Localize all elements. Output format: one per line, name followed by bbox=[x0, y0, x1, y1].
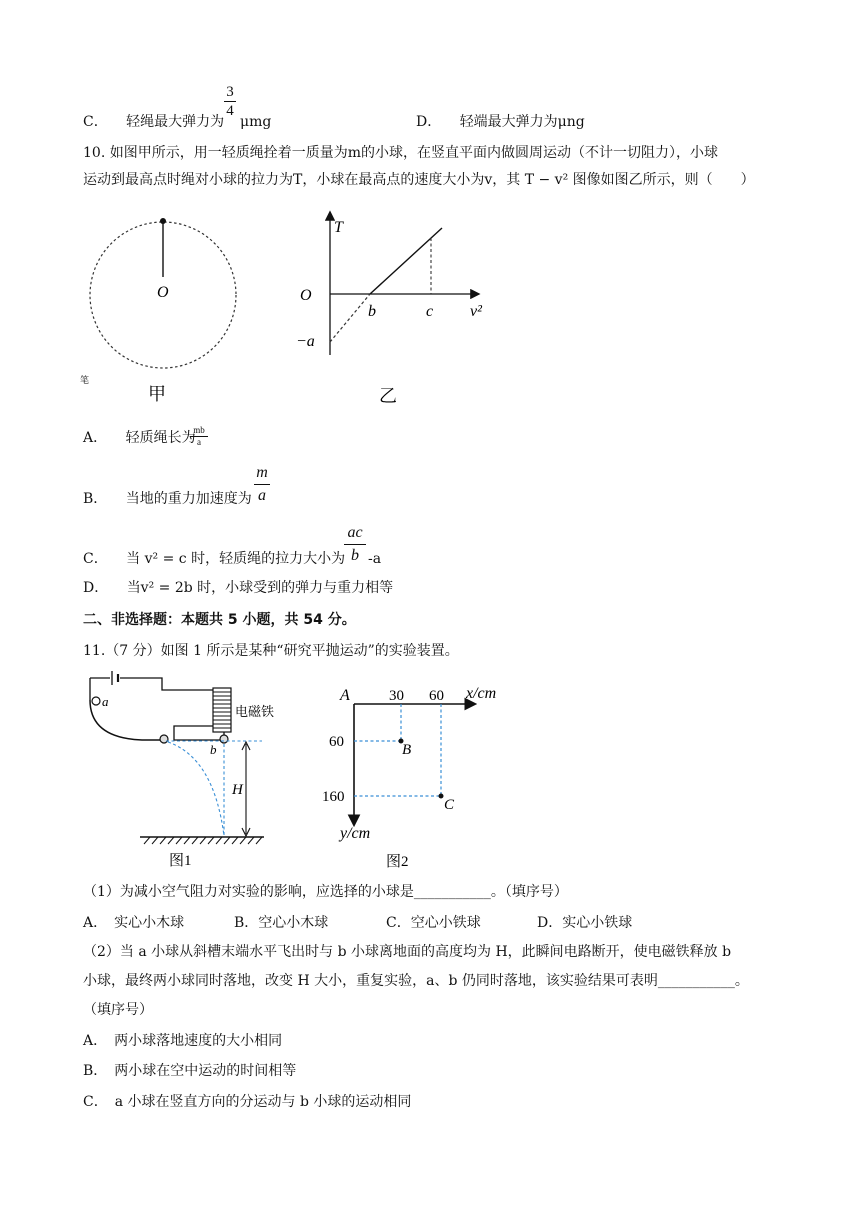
yi-tick-c: c bbox=[426, 303, 434, 320]
q10-a-frac-num: mb bbox=[193, 425, 205, 435]
q9-c-text: 轻绳最大弹力为 bbox=[126, 114, 225, 130]
q11-part2-line3: （填序号） bbox=[83, 1002, 153, 1018]
jia-caption: 甲 bbox=[148, 384, 166, 404]
fig-jia bbox=[78, 205, 258, 415]
fig1-caption: 图1 bbox=[169, 853, 192, 868]
q10-c-frac-num: ac bbox=[347, 524, 363, 541]
fig2-point-c-label: C bbox=[444, 797, 455, 813]
q9-d-text: 轻端最大弹力为μng bbox=[459, 114, 585, 130]
fig2-y-tick2: 160 bbox=[322, 789, 345, 805]
fig1-apparatus bbox=[82, 668, 282, 868]
q11-part1-opt-c: C．空心小铁球 bbox=[386, 915, 481, 931]
q10-a-frac-den: a bbox=[190, 436, 208, 448]
q11-stem: 11.（7 分）如图 1 所示是某种“研究平抛运动”的实验装置。 bbox=[83, 643, 459, 659]
q10-stem-line2: 运动到最高点时绳对小球的拉力为T，小球在最高点的速度大小为v，其 T − v² 图像如图乙所示，则（ ） bbox=[83, 172, 755, 188]
yi-axis-y-label: T bbox=[334, 219, 343, 236]
fig1-ground-hatch bbox=[144, 837, 262, 844]
q10-b-frac-den: a bbox=[254, 484, 270, 507]
q11-part1: （1）为减小空气阻力对实验的影响，应选择的小球是___________。（填序号） bbox=[83, 884, 568, 900]
fig-yi-graph bbox=[290, 205, 500, 415]
q10-d-label: D． bbox=[83, 580, 109, 596]
q10-option-b bbox=[83, 489, 252, 509]
fig1-magnet-label: 电磁铁 bbox=[235, 704, 275, 719]
q10-b-label: B． bbox=[83, 491, 108, 507]
yi-axis-x-label: v² bbox=[470, 303, 482, 320]
fig1-ball-a bbox=[92, 697, 100, 705]
q10-option-a bbox=[83, 428, 196, 448]
jia-label-o: O bbox=[157, 284, 169, 301]
q10-c-post: -a bbox=[368, 551, 382, 567]
fig2-origin: A bbox=[340, 687, 350, 704]
fig1-coil bbox=[213, 688, 231, 732]
section2-title: 二、非选择题：本题共 5 小题，共 54 分。 bbox=[83, 612, 356, 628]
q11-part2-line2: 小球，最终两小球同时落地，改变 H 大小，重复实验，a、b 仍同时落地，该实验结果可表明___________。 bbox=[83, 973, 749, 989]
fig2-point-b-label: B bbox=[402, 742, 412, 758]
q10-c-text: 当 v² = c 时，轻质绳的拉力大小为 bbox=[126, 551, 346, 567]
fig2-x-tick2: 60 bbox=[429, 688, 444, 704]
fig2-x-axis-label: x/cm bbox=[466, 685, 497, 702]
yi-origin: O bbox=[300, 287, 312, 304]
q9-c-frac-num: 3 bbox=[226, 84, 234, 100]
q9-c-frac-den: 4 bbox=[224, 101, 236, 120]
q10-a-text: 轻质绳长为 bbox=[125, 430, 196, 446]
fig2-coordinates bbox=[316, 680, 516, 870]
q10-a-label: A． bbox=[83, 430, 108, 446]
q10-b-fraction bbox=[254, 462, 270, 507]
fig2-y-axis-label: y/cm bbox=[340, 825, 371, 842]
q10-option-d bbox=[83, 578, 393, 598]
yi-caption: 乙 bbox=[379, 386, 397, 406]
q11-part1-opt-b: B．空心小木球 bbox=[234, 915, 329, 931]
q11-part1-opt-a: A． 实心小木球 bbox=[83, 915, 185, 931]
q9-c-label: C． bbox=[83, 114, 108, 130]
q10-c-frac-den: b bbox=[344, 544, 366, 567]
q9-c-fraction bbox=[224, 84, 236, 120]
jia-corner-mark: 笔 bbox=[80, 375, 90, 385]
q10-c-fraction bbox=[344, 522, 366, 567]
q10-stem-line1: 10. 如图甲所示，用一轻质绳拴着一质量为m的小球，在竖直平面内做圆周运动（不计一切阻力），小球 bbox=[83, 145, 718, 161]
q11-part1-opt-d: D．实心小铁球 bbox=[537, 915, 633, 931]
q9-d-label: D． bbox=[416, 114, 442, 130]
fig2-point-c bbox=[439, 794, 444, 799]
fig2-caption: 图2 bbox=[386, 854, 409, 870]
fig1-wire-top bbox=[120, 678, 224, 690]
q11-part2-opt-c: C． a 小球在竖直方向的分运动与 b 小球的运动相同 bbox=[83, 1094, 412, 1110]
q10-c-label: C． bbox=[83, 551, 108, 567]
q10-a-fraction bbox=[190, 425, 208, 448]
q10-b-text: 当地的重力加速度为 bbox=[125, 491, 252, 507]
yi-tick-neg-a: −a bbox=[296, 333, 315, 350]
fig1-ball-a-end bbox=[160, 735, 168, 743]
q10-option-c bbox=[83, 549, 345, 569]
q10-b-frac-num: m bbox=[256, 464, 268, 481]
q10-d-text: 当v² = 2b 时，小球受到的弹力与重力相等 bbox=[126, 580, 394, 596]
fig2-x-tick1: 30 bbox=[389, 688, 404, 704]
q9-option-d bbox=[416, 112, 585, 132]
yi-tick-b: b bbox=[368, 303, 376, 320]
q11-part2-opt-b: B． 两小球在空中运动的时间相等 bbox=[83, 1063, 297, 1079]
q11-part2-line1: （2）当 a 小球从斜槽末端水平飞出时与 b 小球离地面的高度均为 H，此瞬间电路断开，使电磁铁释放 b bbox=[83, 944, 732, 960]
fig1-label-h: H bbox=[232, 782, 243, 798]
jia-ball bbox=[160, 218, 166, 224]
q9-c-post: μmg bbox=[240, 114, 272, 130]
q11-part2-opt-a: A． 两小球落地速度的大小相同 bbox=[83, 1033, 283, 1049]
fig1-label-b: b bbox=[210, 742, 217, 757]
fig2-y-tick1: 60 bbox=[329, 734, 344, 750]
q9-option-c bbox=[83, 112, 224, 132]
fig1-ball-b bbox=[220, 735, 228, 743]
fig1-label-a: a bbox=[102, 694, 109, 709]
yi-dashed-segment bbox=[330, 294, 370, 342]
